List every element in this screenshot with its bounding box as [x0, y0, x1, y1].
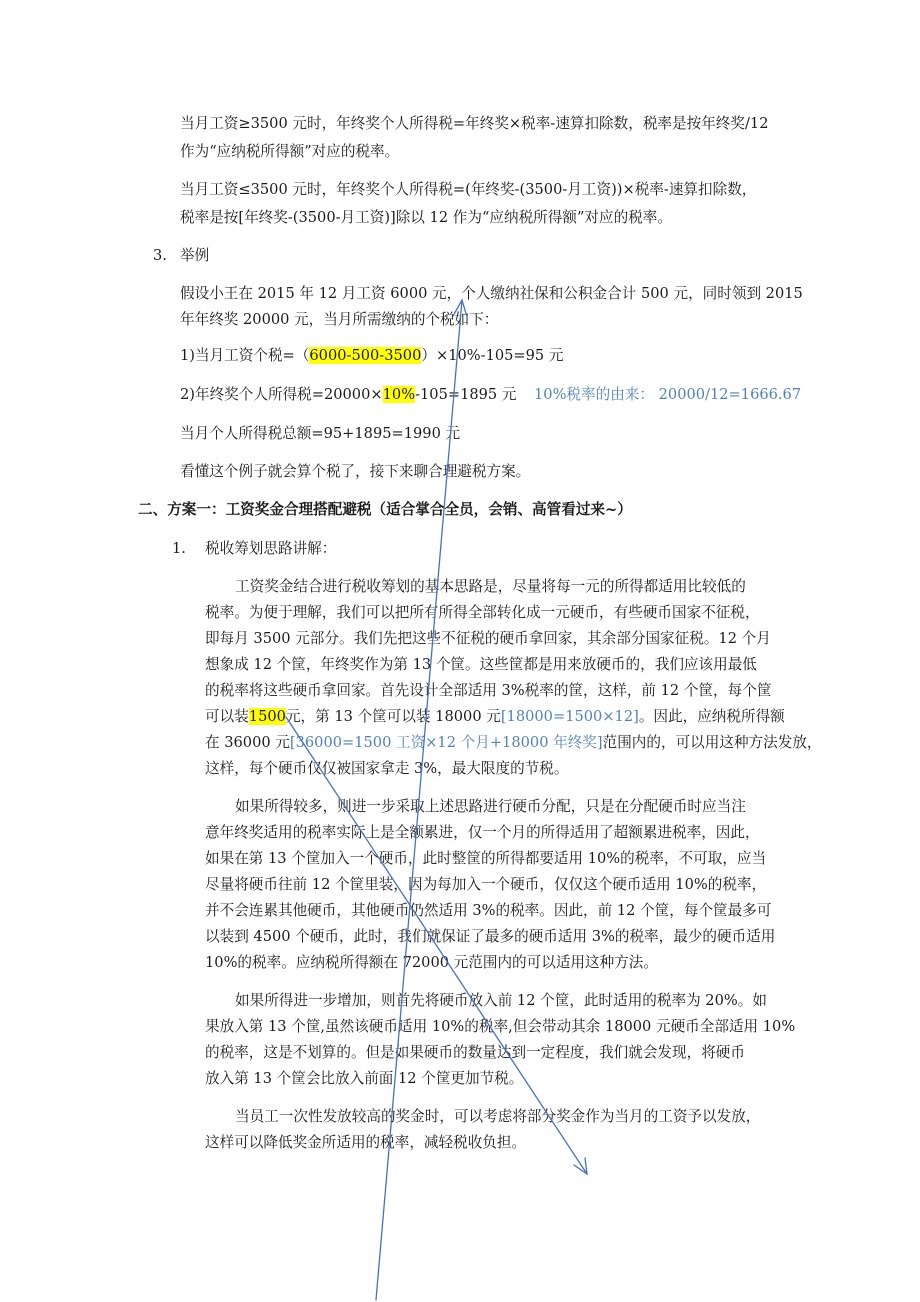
p1-l6-highlight: 1500 — [248, 708, 286, 725]
calc-1-suffix: ）×10%-105=95 元 — [421, 347, 564, 364]
p2-line-1: 如果所得较多，则进一步采取上述思路进行硬币分配，只是在分配硬币时应当注 — [235, 798, 746, 815]
p2-line-3: 如果在第 13 个筐加入一个硬币，此时整筐的所得都要适用 10%的税率，不可取，应当 — [205, 850, 767, 867]
calc-2-suffix: -105=1895 元 — [415, 386, 517, 403]
p1-line-5: 的税率将这些硬币拿回家。首先设计全部适用 3%税率的筐，这样，前 12 个筐，每个筐 — [205, 682, 772, 699]
p1-l6-middle: 元，第 13 个筐可以装 18000 元 — [285, 708, 501, 725]
example-paragraph-line-1: 假设小王在 2015 年 12 月工资 6000 元，个人缴纳社保和公积金合计 500 元，同时领到 2015 — [180, 285, 803, 302]
p1-line-2: 税率。为便于理解，我们可以把所有所得全部转化成一元硬币，有些硬币国家不征税， — [205, 604, 760, 621]
p1-line-8: 这样，每个硬币仅仅被国家拿走 3%，最大限度的节税。 — [205, 760, 569, 777]
p1-l6-prefix: 可以装 — [205, 708, 249, 725]
p3-line-4: 放入第 13 个筐会比放入前面 12 个筐更加节税。 — [205, 1070, 524, 1087]
calc-2-prefix: 2)年终奖个人所得税=20000× — [180, 386, 383, 403]
p4-line-2: 这样可以降低奖金所适用的税率，减轻税收负担。 — [205, 1134, 527, 1151]
p4-line-1: 当员工一次性发放较高的奖金时，可以考虑将部分奖金作为当月的工资予以发放， — [235, 1108, 761, 1125]
p3-line-1: 如果所得进一步增加，则首先将硬币放入前 12 个筐，此时适用的税率为 20%。如 — [235, 992, 767, 1009]
p2-line-4: 尽量将硬币往前 12 个筐里装，因为每加入一个硬币，仅仅这个硬币适用 10%的税率， — [205, 876, 767, 893]
calc-2-annotation: 10%税率的由来： 20000/12=1666.67 — [534, 386, 802, 403]
item-1-label: 税收筹划思路讲解： — [205, 540, 337, 557]
p2-line-7: 10%的税率。应纳税所得额在 72000 元范围内的可以适用这种方法。 — [205, 954, 658, 971]
p1-line-3: 即每月 3500 元部分。我们先把这些不征税的硬币拿回家，其余部分国家征税。12 个月 — [205, 630, 771, 647]
p1-l7-prefix: 在 36000 元 — [205, 734, 290, 751]
intro-line-2: 作为“应纳税所得额”对应的税率。 — [180, 143, 400, 160]
example-closing: 看懂这个例子就会算个税了，接下来聊合理避税方案。 — [180, 463, 531, 480]
intro-line-3: 当月工资≤3500 元时，年终奖个人所得税=(年终奖-(3500-月工资))×税率-速算扣除数， — [180, 181, 757, 198]
p2-line-2: 意年终奖适用的税率实际上是全额累进，仅一个月的所得适用了超额累进税率，因此， — [205, 824, 760, 841]
p1-line-6 — [205, 707, 785, 727]
p1-line-7 — [205, 733, 822, 753]
example-number: 3. — [153, 247, 167, 264]
example-paragraph-line-2: 年年终奖 20000 元，当月所需缴纳的个税如下： — [180, 311, 499, 328]
calc-2-highlight: 10% — [382, 386, 416, 403]
item-1-number: 1. — [172, 540, 186, 557]
p1-line-1: 工资奖金结合进行税收筹划的基本思路是，尽量将每一元的所得都适用比较低的 — [235, 578, 746, 595]
total-tax-line: 当月个人所得税总额=95+1895=1990 元 — [180, 425, 461, 442]
calc-line-2 — [180, 385, 516, 405]
calc-1-prefix: 1)当月工资个税=（ — [180, 347, 310, 364]
p1-line-4: 想象成 12 个筐，年终奖作为第 13 个筐。这些筐都是用来放硬币的，我们应该用最低 — [205, 656, 757, 673]
example-heading: 举例 — [180, 247, 210, 264]
p1-l6-annotation: [18000=1500×12] — [500, 708, 639, 725]
calc-line-1 — [180, 346, 563, 366]
intro-line-1: 当月工资≥3500 元时，年终奖个人所得税=年终奖×税率-速算扣除数，税率是按年终奖/12 — [180, 115, 769, 132]
p1-l6-suffix: 。因此，应纳税所得额 — [638, 708, 785, 725]
intro-line-4: 税率是按[年终奖-(3500-月工资)]除以 12 作为“应纳税所得额”对应的税率。 — [180, 209, 672, 226]
p2-line-6: 以装到 4500 个硬币，此时，我们就保证了最多的硬币适用 3%的税率，最少的硬币适用 — [205, 928, 776, 945]
section-2-title: 二、方案一：工资奖金合理搭配避税（适合掌合全员，会销、高管看过来~） — [138, 501, 632, 518]
p3-line-3: 的税率，这是不划算的。但是如果硬币的数量达到一定程度，我们就会发现，将硬币 — [205, 1044, 745, 1061]
p2-line-5: 并不会连累其他硬币，其他硬币仍然适用 3%的税率。因此，前 12 个筐，每个筐最多可 — [205, 902, 772, 919]
calc-1-highlight: 6000-500-3500 — [309, 347, 422, 364]
p1-l7-suffix: 范围内的，可以用这种方法发放， — [602, 734, 822, 751]
p1-l7-annotation: [36000=1500 工资×12 个月+18000 年终奖] — [289, 734, 603, 751]
p3-line-2: 果放入第 13 个筐,虽然该硬币适用 10%的税率,但会带动其余 18000 元硬币全部适用 10% — [205, 1018, 796, 1035]
arrow-diagonal-head — [574, 1158, 587, 1174]
